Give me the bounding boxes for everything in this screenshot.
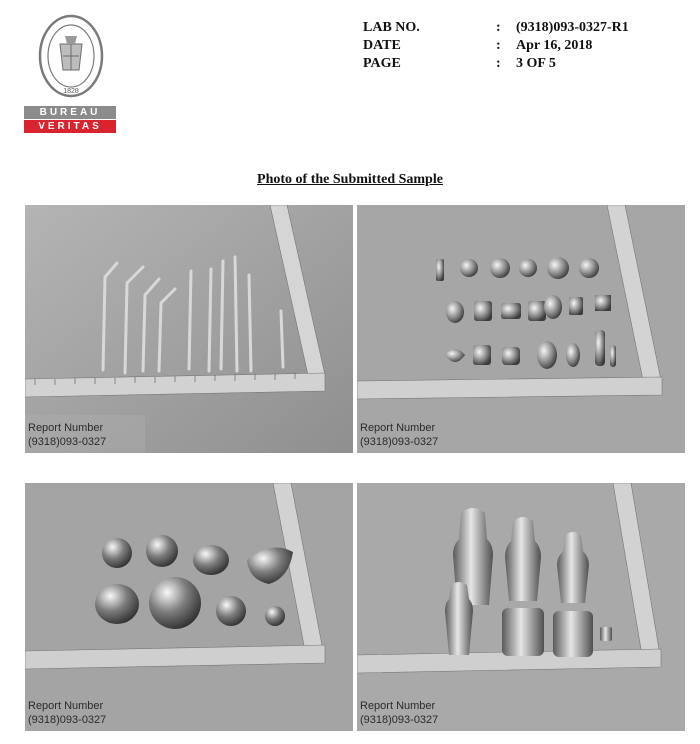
sample-photo-shakers <box>357 483 685 731</box>
bureau-veritas-logo <box>22 14 120 134</box>
date-separator: : <box>496 38 501 53</box>
logo-wordmark-bottom: VERITAS <box>24 120 116 133</box>
seal-year-label <box>38 14 104 98</box>
page-title: Photo of the Submitted Sample <box>257 172 443 187</box>
straws-photo-image <box>25 205 353 453</box>
svg-text:1828: 1828 <box>63 88 79 95</box>
sample-photo-small-parts <box>357 205 685 453</box>
photo-caption-number: (9318)093-0327 <box>360 714 439 726</box>
shakers-photo-image <box>357 483 685 731</box>
small-parts-photo-image <box>357 205 685 453</box>
photo-caption-report-number: Report Number <box>360 422 436 434</box>
date-value: Apr 16, 2018 <box>516 38 593 53</box>
page-value: 3 OF 5 <box>516 56 556 71</box>
lab-no-label: LAB NO. <box>363 20 420 35</box>
page-row <box>363 56 683 74</box>
logo-wordmark-top: BUREAU <box>24 106 116 119</box>
date-label: DATE <box>363 38 401 53</box>
chilling-balls-photo-image <box>25 483 353 731</box>
photo-caption-number: (9318)093-0327 <box>28 714 107 726</box>
page-label: PAGE <box>363 56 401 71</box>
photo-caption-number: (9318)093-0327 <box>28 436 107 448</box>
photo-caption-report-number: Report Number <box>28 700 104 712</box>
photo-caption-report-number: Report Number <box>360 700 436 712</box>
page-separator: : <box>496 56 501 71</box>
lab-no-row <box>363 20 683 38</box>
date-row <box>363 38 683 56</box>
report-header-info <box>363 20 683 74</box>
photo-caption-report-number: Report Number <box>28 422 104 434</box>
sample-photo-straws <box>25 205 353 453</box>
lab-no-value: (9318)093-0327-R1 <box>516 20 629 35</box>
sample-photo-chilling-balls <box>25 483 353 731</box>
photo-caption-number: (9318)093-0327 <box>360 436 439 448</box>
lab-no-separator: : <box>496 20 501 35</box>
